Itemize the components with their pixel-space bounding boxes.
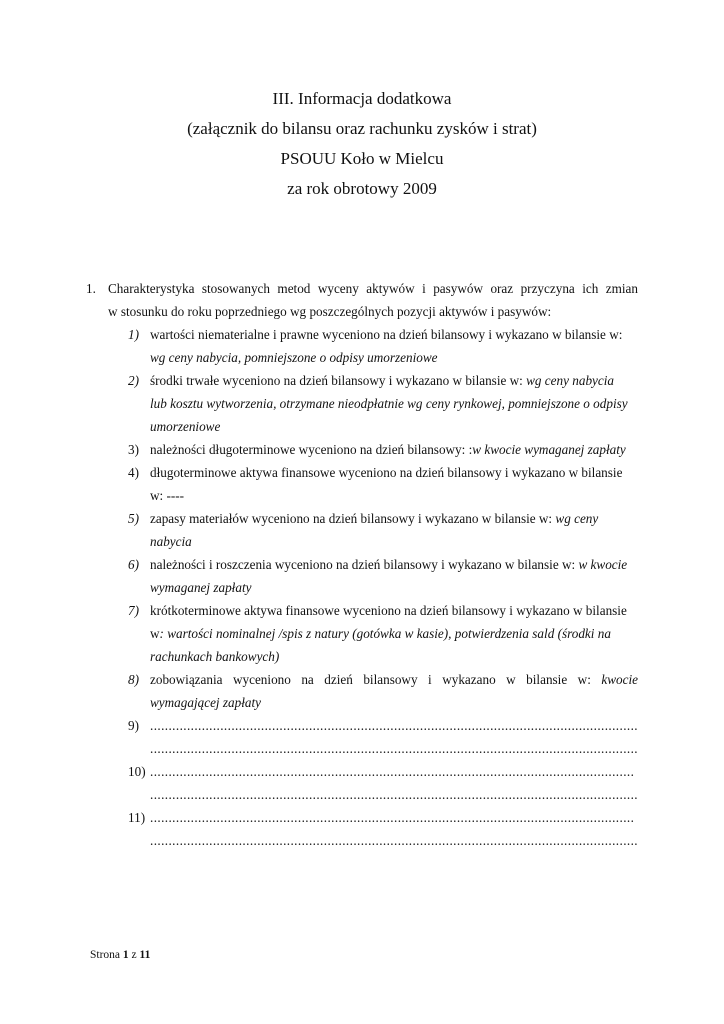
item-number: 10) <box>128 764 146 779</box>
item-line <box>150 415 638 438</box>
title-line-3: PSOUU Koło w Mielcu <box>280 149 444 168</box>
section-text-line-2: w stosunku do roku poprzedniego wg poszczególnych pozycji aktywów i pasywów: <box>108 304 552 319</box>
valuation-items-list <box>128 323 638 852</box>
item-body <box>150 438 638 461</box>
item-number: 8) <box>128 672 139 687</box>
item-italic: w kwocie <box>578 557 628 572</box>
item-number: 4) <box>128 465 139 480</box>
footer-prefix: Strona <box>90 949 121 961</box>
item-line: długoterminowe aktywa finansowe wyceniono na dzień bilansowy i wykazano w bilansie <box>150 465 623 480</box>
item-italic: kwocie <box>601 672 638 687</box>
blank-fill-line: ................................................................................................................................... <box>150 810 635 825</box>
section-1 <box>86 277 638 852</box>
item-line: krótkoterminowe aktywa finansowe wyceniono na dzień bilansowy i wykazano w bilansie <box>150 603 627 618</box>
blank-fill-line: .................................................................................................................................... <box>150 718 638 733</box>
item-italic: lub kosztu wytworzenia, otrzymane nieodpłatnie wg ceny rynkowej, pomniejszone o odpisy <box>150 396 628 411</box>
item-line <box>150 530 638 553</box>
item-body <box>150 507 638 553</box>
item-body <box>150 461 638 507</box>
item-line <box>150 392 638 415</box>
item-body <box>150 553 638 599</box>
item-number: 1) <box>128 327 139 342</box>
item-italic: wg ceny <box>555 511 599 526</box>
item-body <box>150 714 638 760</box>
item-line <box>150 691 638 714</box>
section-number: 1. <box>86 281 96 296</box>
page-footer <box>90 949 150 961</box>
list-item <box>128 507 638 553</box>
list-item <box>128 461 638 507</box>
item-italic: nabycia <box>150 534 192 549</box>
item-line: wartości niematerialne i prawne wyceniono na dzień bilansowy i wykazano w bilansie w: <box>150 327 623 342</box>
footer-total-pages: 11 <box>139 949 151 961</box>
document-title <box>0 84 724 204</box>
title-line-1: III. Informacja dodatkowa <box>272 89 452 108</box>
list-item <box>128 438 638 461</box>
item-body <box>150 760 638 806</box>
list-item <box>128 599 638 668</box>
item-body <box>150 369 638 438</box>
item-text: zobowiązania wyceniono na dzień bilansowy i wykazano w bilansie w: <box>150 672 591 687</box>
item-italic: wymagającej zapłaty <box>150 695 261 710</box>
item-body <box>150 599 638 668</box>
item-text: w <box>150 626 160 641</box>
list-item <box>128 806 638 852</box>
item-line <box>150 369 638 392</box>
item-number: 5) <box>128 511 139 526</box>
list-item <box>128 714 638 760</box>
list-item <box>128 369 638 438</box>
title-line-4: za rok obrotowy 2009 <box>287 179 437 198</box>
list-item <box>128 668 638 714</box>
blank-fill-line: .................................................................................................................................... <box>150 787 638 802</box>
item-line <box>150 668 638 691</box>
item-italic: wg ceny nabycia, pomniejszone o odpisy umorzeniowe <box>150 350 438 365</box>
section-heading-text <box>108 277 638 323</box>
item-number: 3) <box>128 442 139 457</box>
item-italic: umorzeniowe <box>150 419 221 434</box>
item-line: w: ---- <box>150 488 185 503</box>
footer-page-number: 1 <box>122 949 129 961</box>
item-body <box>150 806 638 852</box>
item-number: 6) <box>128 557 139 572</box>
item-number: 7) <box>128 603 139 618</box>
list-item <box>128 323 638 369</box>
item-italic: w kwocie wymaganej zapłaty <box>472 442 626 457</box>
item-italic: : wartości nominalnej /spis z natury (gotówka w kasie), potwierdzenia sald (środki na <box>159 626 611 641</box>
item-body <box>150 323 638 369</box>
item-body <box>150 668 638 714</box>
blank-fill-line: ................................................................................................................................... <box>150 764 635 779</box>
item-number: 2) <box>128 373 139 388</box>
item-text: zapasy materiałów wyceniono na dzień bilansowy i wykazano w bilansie w: <box>150 511 553 526</box>
item-line <box>150 622 638 645</box>
item-line <box>150 346 638 369</box>
item-italic: rachunkach bankowych) <box>150 649 280 664</box>
item-line <box>150 438 638 461</box>
item-text: należności długoterminowe wyceniono na dzień bilansowy: : <box>150 442 473 457</box>
section-text-line-1: Charakterystyka stosowanych metod wyceny aktywów i pasywów oraz przyczyna ich zmian <box>108 281 638 296</box>
title-line-2: (załącznik do bilansu oraz rachunku zysków i strat) <box>187 119 537 138</box>
item-text: należności i roszczenia wyceniono na dzień bilansowy i wykazano w bilansie w: <box>150 557 576 572</box>
list-item <box>128 553 638 599</box>
item-number: 9) <box>128 718 139 733</box>
item-italic: wg ceny nabycia <box>526 373 615 388</box>
item-line <box>150 553 638 576</box>
item-italic: wymaganej zapłaty <box>150 580 252 595</box>
blank-fill-line: .................................................................................................................................... <box>150 741 638 756</box>
item-text: środki trwałe wyceniono na dzień bilansowy i wykazano w bilansie w: <box>150 373 523 388</box>
footer-separator: z <box>131 949 137 961</box>
blank-fill-line: .................................................................................................................................... <box>150 833 638 848</box>
item-line <box>150 507 638 530</box>
item-line <box>150 576 638 599</box>
list-item <box>128 760 638 806</box>
section-1-intro <box>86 277 638 323</box>
item-number: 11) <box>128 810 146 825</box>
item-line <box>150 645 638 668</box>
